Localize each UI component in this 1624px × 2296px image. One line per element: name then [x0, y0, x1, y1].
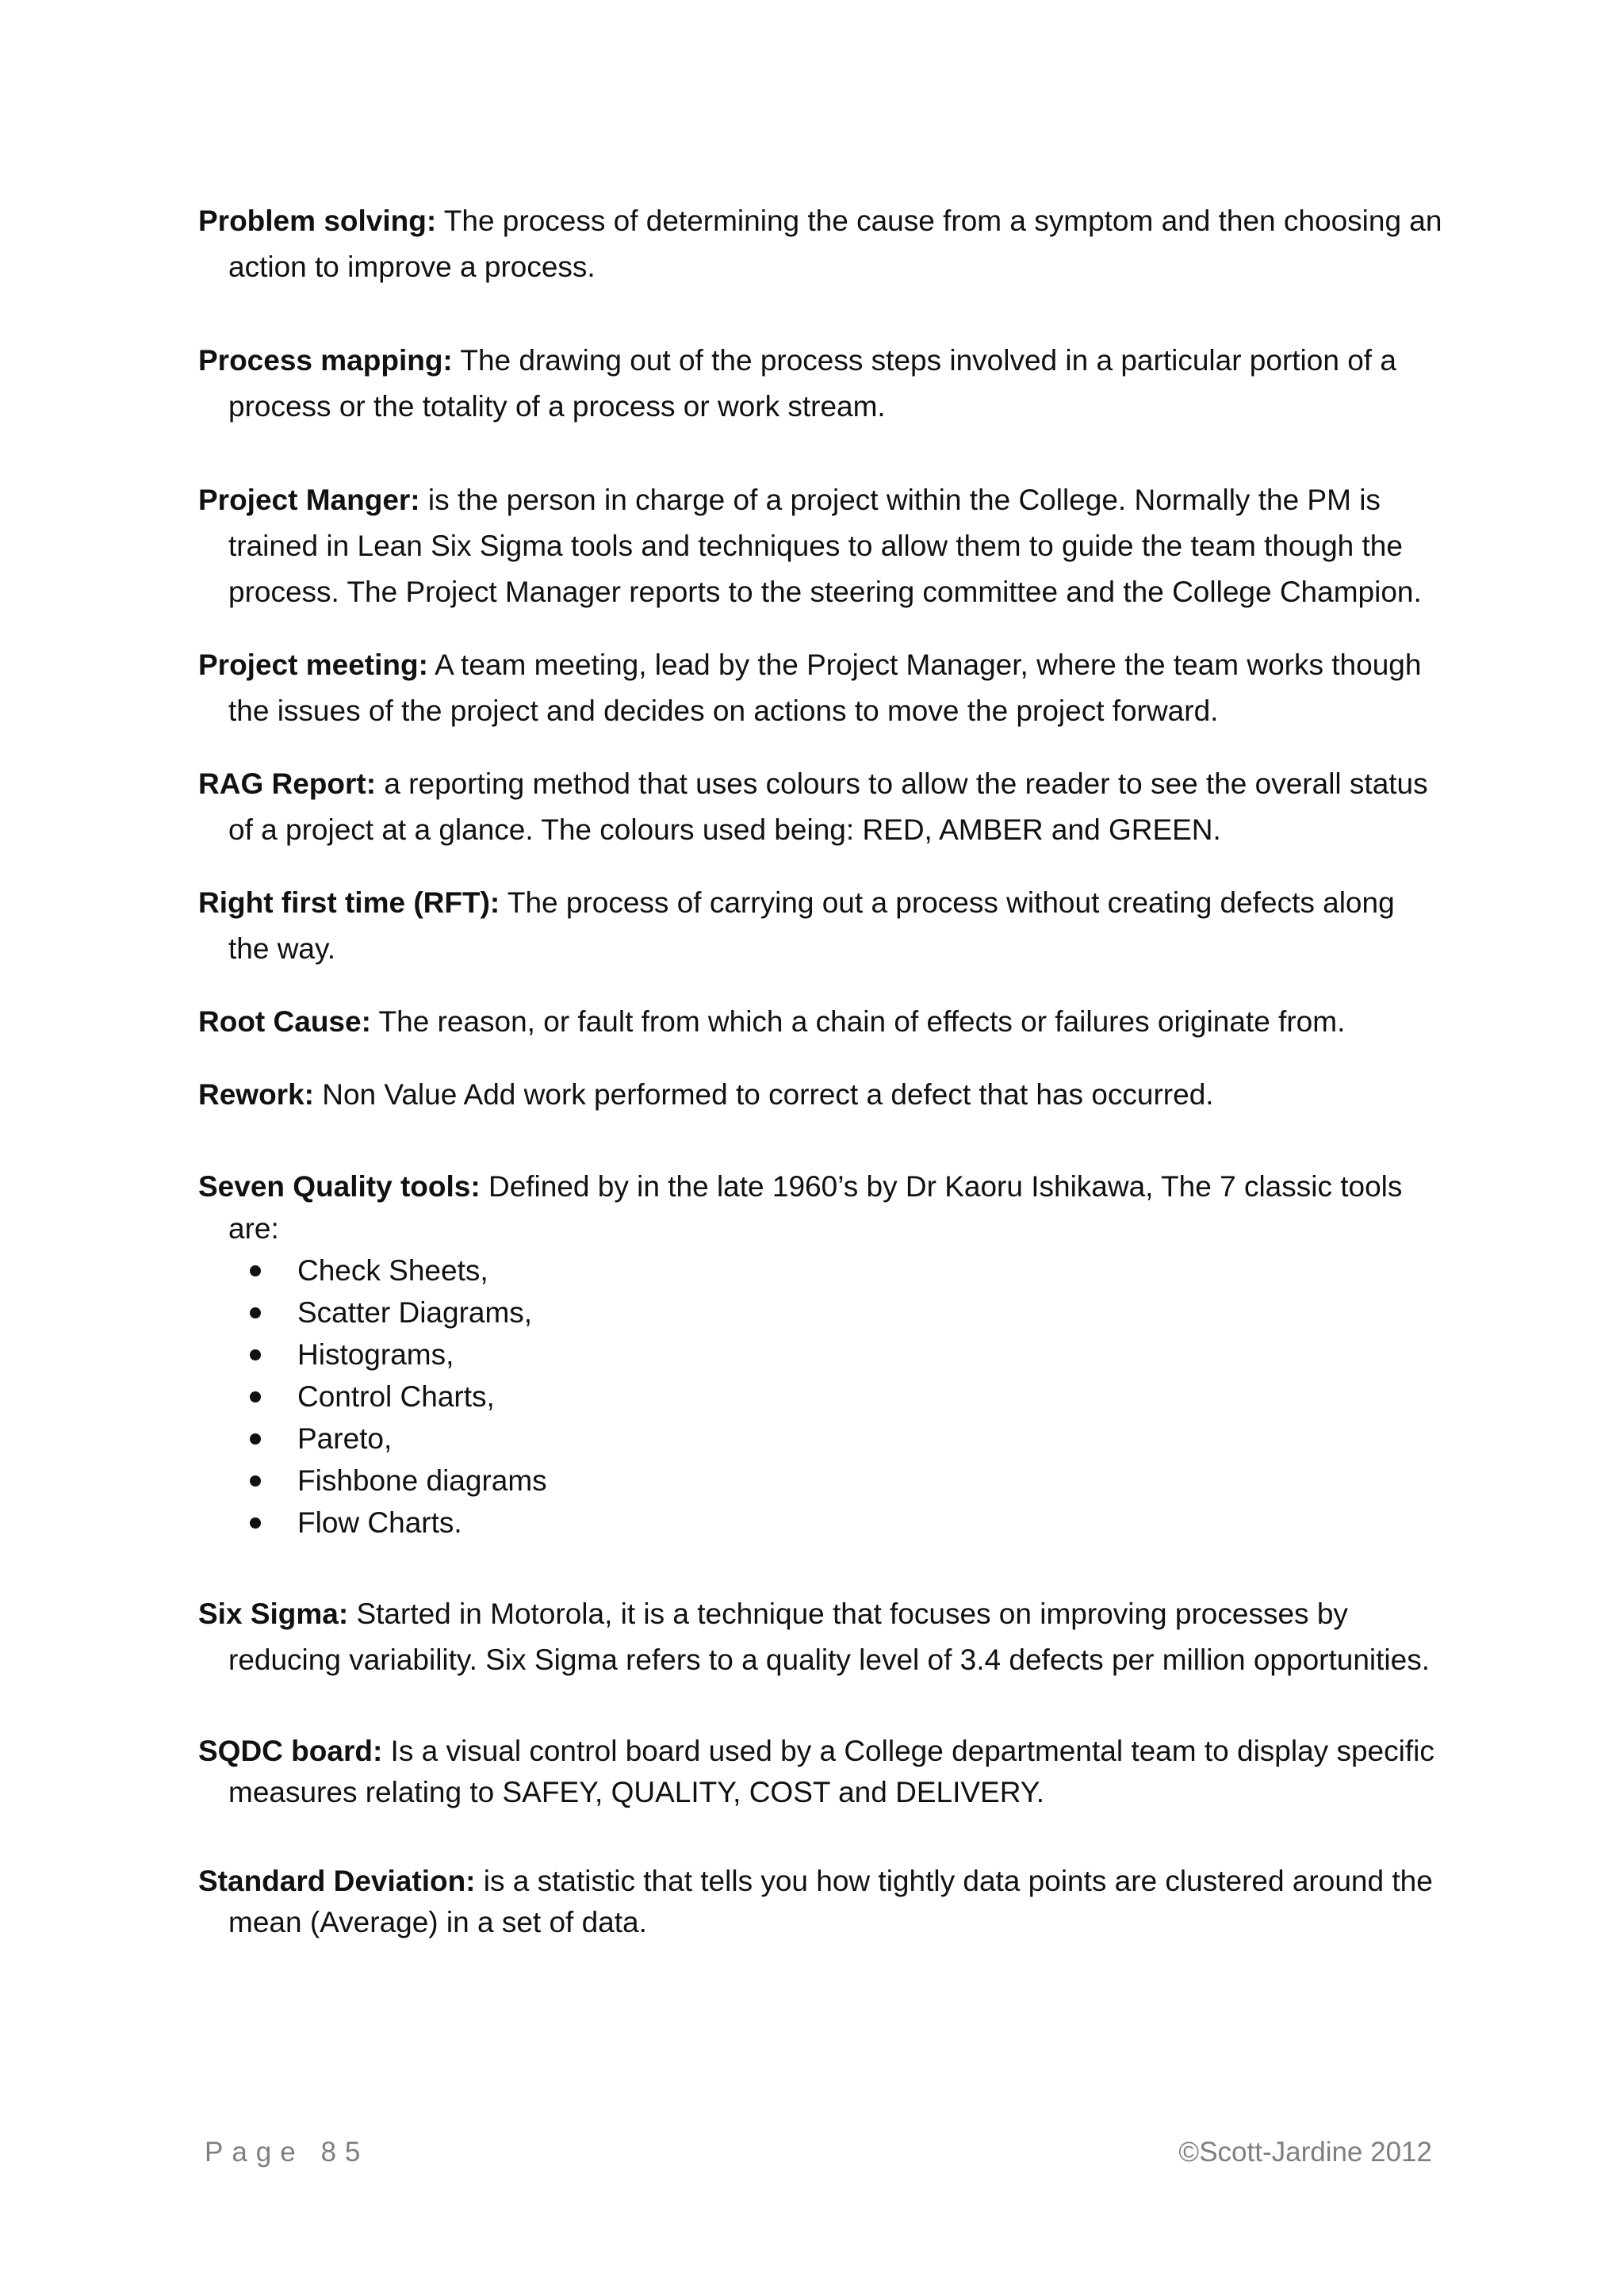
- glossary-term: Six Sigma:: [198, 1598, 349, 1630]
- glossary-entry-rework: [198, 1072, 1443, 1118]
- glossary-entry-process-mapping: [198, 338, 1443, 430]
- glossary-entry-right-first-time: [198, 880, 1443, 972]
- list-item: Flow Charts.: [250, 1502, 1443, 1544]
- glossary-entry-standard-deviation: [198, 1861, 1443, 1943]
- glossary-term: SQDC board:: [198, 1735, 383, 1767]
- glossary-entry-problem-solving: [198, 198, 1443, 290]
- glossary-term: Root Cause:: [198, 1005, 371, 1038]
- glossary-definition: The drawing out of the process steps involved in a particular portion of a process or the totality of a process or work stream.: [228, 344, 1396, 423]
- page-footer: [205, 2137, 1432, 2168]
- glossary-definition: The reason, or fault from which a chain of effects or failures originate from.: [370, 1005, 1346, 1038]
- glossary-definition: Is a visual control board used by a College departmental team to display specific measures relating to SAFEY, QUALITY, COST and DELIVERY.: [228, 1735, 1434, 1808]
- glossary-definition: a reporting method that uses colours to allow the reader to see the overall status of a project at a glance. The colours used being: RED, AMBER and GREEN.: [228, 767, 1428, 846]
- glossary-term: Project meeting:: [198, 649, 428, 681]
- glossary-term: Project Manger:: [198, 484, 420, 516]
- glossary-term: Standard Deviation:: [198, 1865, 476, 1897]
- glossary-definition: Non Value Add work performed to correct a defect that has occurred.: [313, 1078, 1214, 1111]
- glossary-definition: is the person in charge of a project within the College. Normally the PM is trained in Lean Six Sigma tools and techniques to allow them to guide the team though the process. The Project Manager reports to the steering committee and the College Champion.: [228, 484, 1422, 608]
- glossary-entry-six-sigma: [198, 1591, 1443, 1683]
- glossary-entry-root-cause: [198, 999, 1443, 1045]
- glossary-entry-rag-report: [198, 761, 1443, 853]
- glossary-entry-seven-quality-tools: [198, 1165, 1443, 1249]
- list-item: Control Charts,: [250, 1376, 1443, 1418]
- glossary-definition: Started in Motorola, it is a technique that focuses on improving processes by reducing variability. Six Sigma refers to a quality level of 3.4 defects per million opportunities.: [228, 1598, 1430, 1676]
- glossary-definition: Defined by in the late 1960’s by Dr Kaoru Ishikawa, The 7 classic tools are:: [228, 1170, 1403, 1245]
- glossary-entry-project-meeting: [198, 642, 1443, 734]
- glossary-definition: The process of determining the cause from a symptom and then choosing an action to improve a process.: [228, 205, 1442, 283]
- list-item: Fishbone diagrams: [250, 1460, 1443, 1502]
- list-item: Check Sheets,: [250, 1249, 1443, 1292]
- glossary-term: Rework:: [198, 1078, 314, 1111]
- glossary: [198, 198, 1443, 1970]
- list-item: Pareto,: [250, 1418, 1443, 1460]
- glossary-term: Problem solving:: [198, 205, 437, 237]
- glossary-definition: A team meeting, lead by the Project Manager, where the team works though the issues of the project and decides on actions to move the project forward.: [228, 649, 1422, 727]
- glossary-term: Right first time (RFT):: [198, 886, 500, 919]
- copyright-notice: ©Scott-Jardine 2012: [1178, 2137, 1432, 2168]
- glossary-term: Process mapping:: [198, 344, 453, 377]
- glossary-definition: The process of carrying out a process without creating defects along the way.: [228, 886, 1395, 965]
- glossary-term: Seven Quality tools:: [198, 1170, 481, 1203]
- quality-tools-list: [198, 1249, 1443, 1544]
- page-number: Page 85: [205, 2137, 370, 2168]
- list-item: Histograms,: [250, 1334, 1443, 1376]
- glossary-entry-project-manager: [198, 477, 1443, 615]
- glossary-term: RAG Report:: [198, 767, 377, 800]
- glossary-definition: is a statistic that tells you how tightly data points are clustered around the mean (Average) in a set of data.: [228, 1865, 1433, 1938]
- glossary-entry-sqdc-board: [198, 1731, 1443, 1813]
- list-item: Scatter Diagrams,: [250, 1292, 1443, 1334]
